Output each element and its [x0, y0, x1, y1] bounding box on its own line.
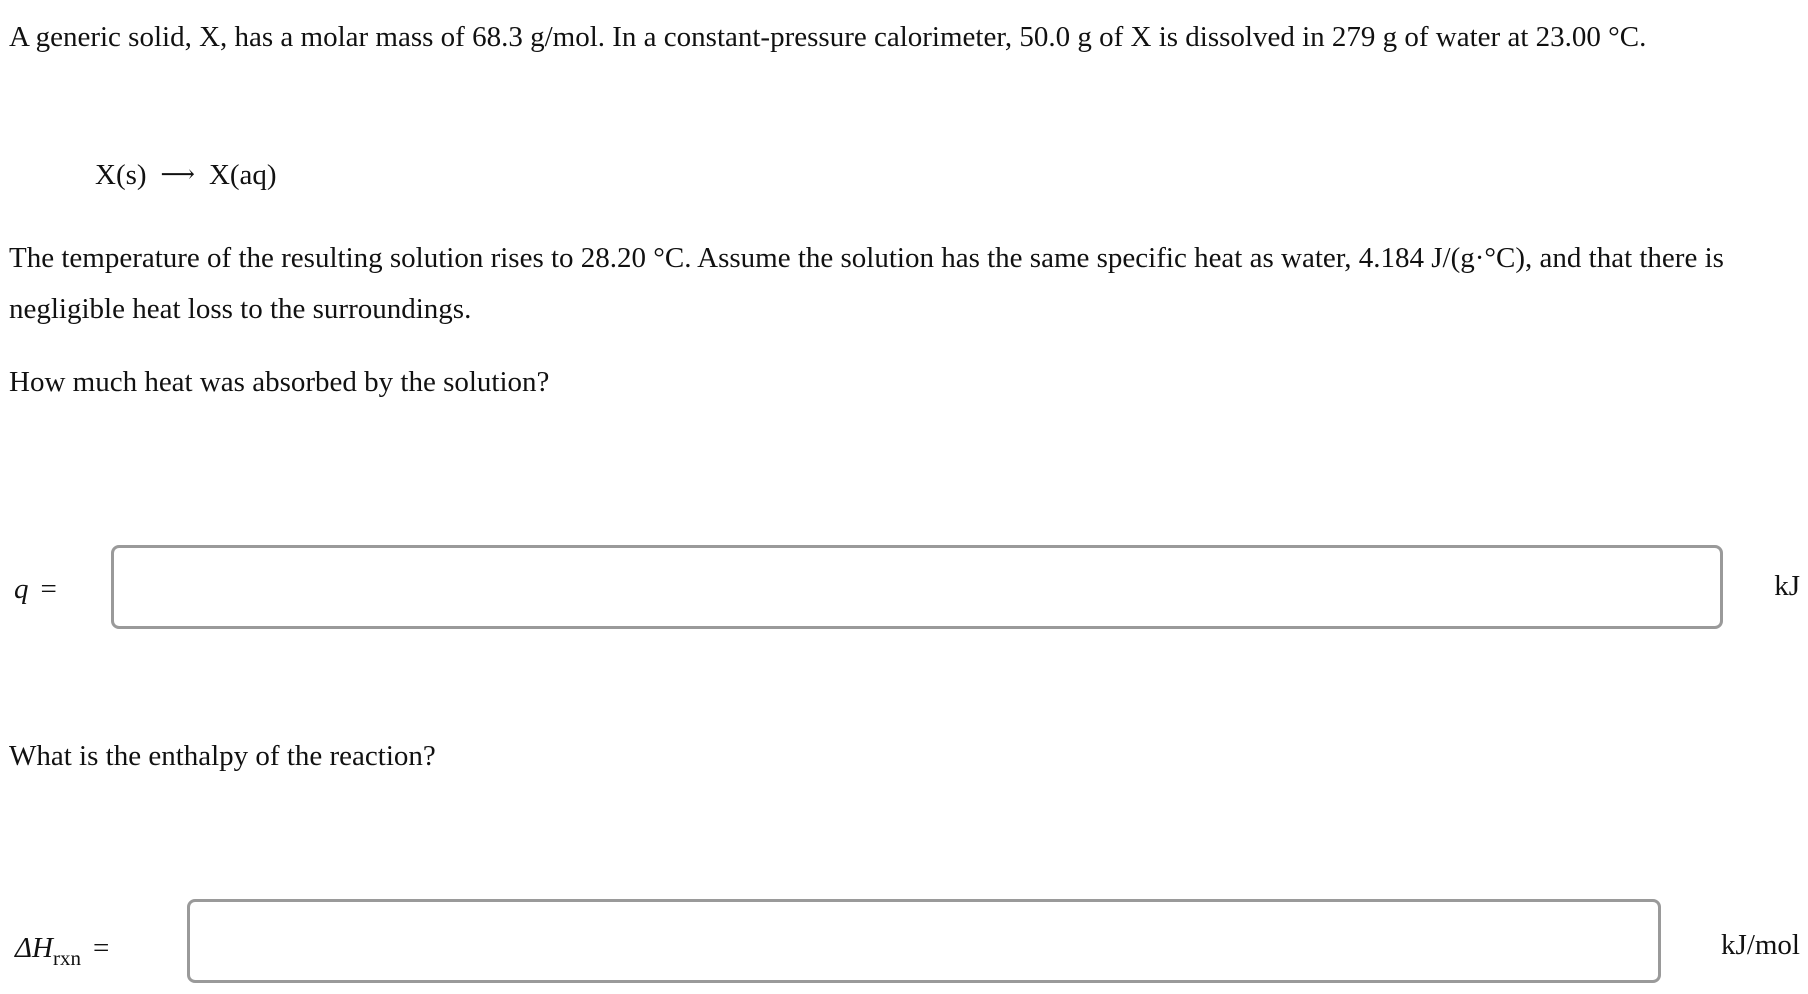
heat-unit: kJ — [1774, 570, 1800, 602]
reactant: X(s) — [95, 159, 147, 191]
delta-symbol — [15, 932, 81, 970]
product: X(aq) — [208, 159, 277, 191]
enthalpy-subscript: rxn — [52, 946, 81, 970]
question-heat: How much heat was absorbed by the solution? — [9, 366, 550, 398]
temperature-text: The temperature of the resulting solution rises to 28.20 °C. Assume the solution has the same specific heat as water, 4.184 J/(g·°C), and that there is negligible heat loss to the surroundings. — [9, 242, 1724, 325]
heat-symbol: q — [14, 573, 29, 605]
heat-answer-row — [0, 545, 1808, 631]
enthalpy-symbol: ΔH — [15, 932, 53, 964]
enthalpy-equals: = — [92, 932, 110, 964]
enthalpy-unit: kJ/mol — [1721, 929, 1800, 961]
enthalpy-label — [15, 928, 109, 968]
problem-intro: A generic solid, X, has a molar mass of 68.3 g/mol. In a constant-pressure calorimeter, 50.0 g of X is dissolved in 279 g of water at 23.00 °C. — [9, 21, 1647, 53]
reaction-arrow-icon: ⟶ — [160, 162, 195, 188]
heat-answer-input[interactable] — [111, 545, 1723, 629]
question-enthalpy: What is the enthalpy of the reaction? — [9, 740, 436, 772]
enthalpy-answer-input[interactable] — [187, 899, 1661, 983]
enthalpy-answer-row — [0, 899, 1808, 985]
heat-equals: = — [40, 573, 57, 605]
heat-label — [14, 569, 57, 609]
reaction-equation — [95, 150, 277, 201]
